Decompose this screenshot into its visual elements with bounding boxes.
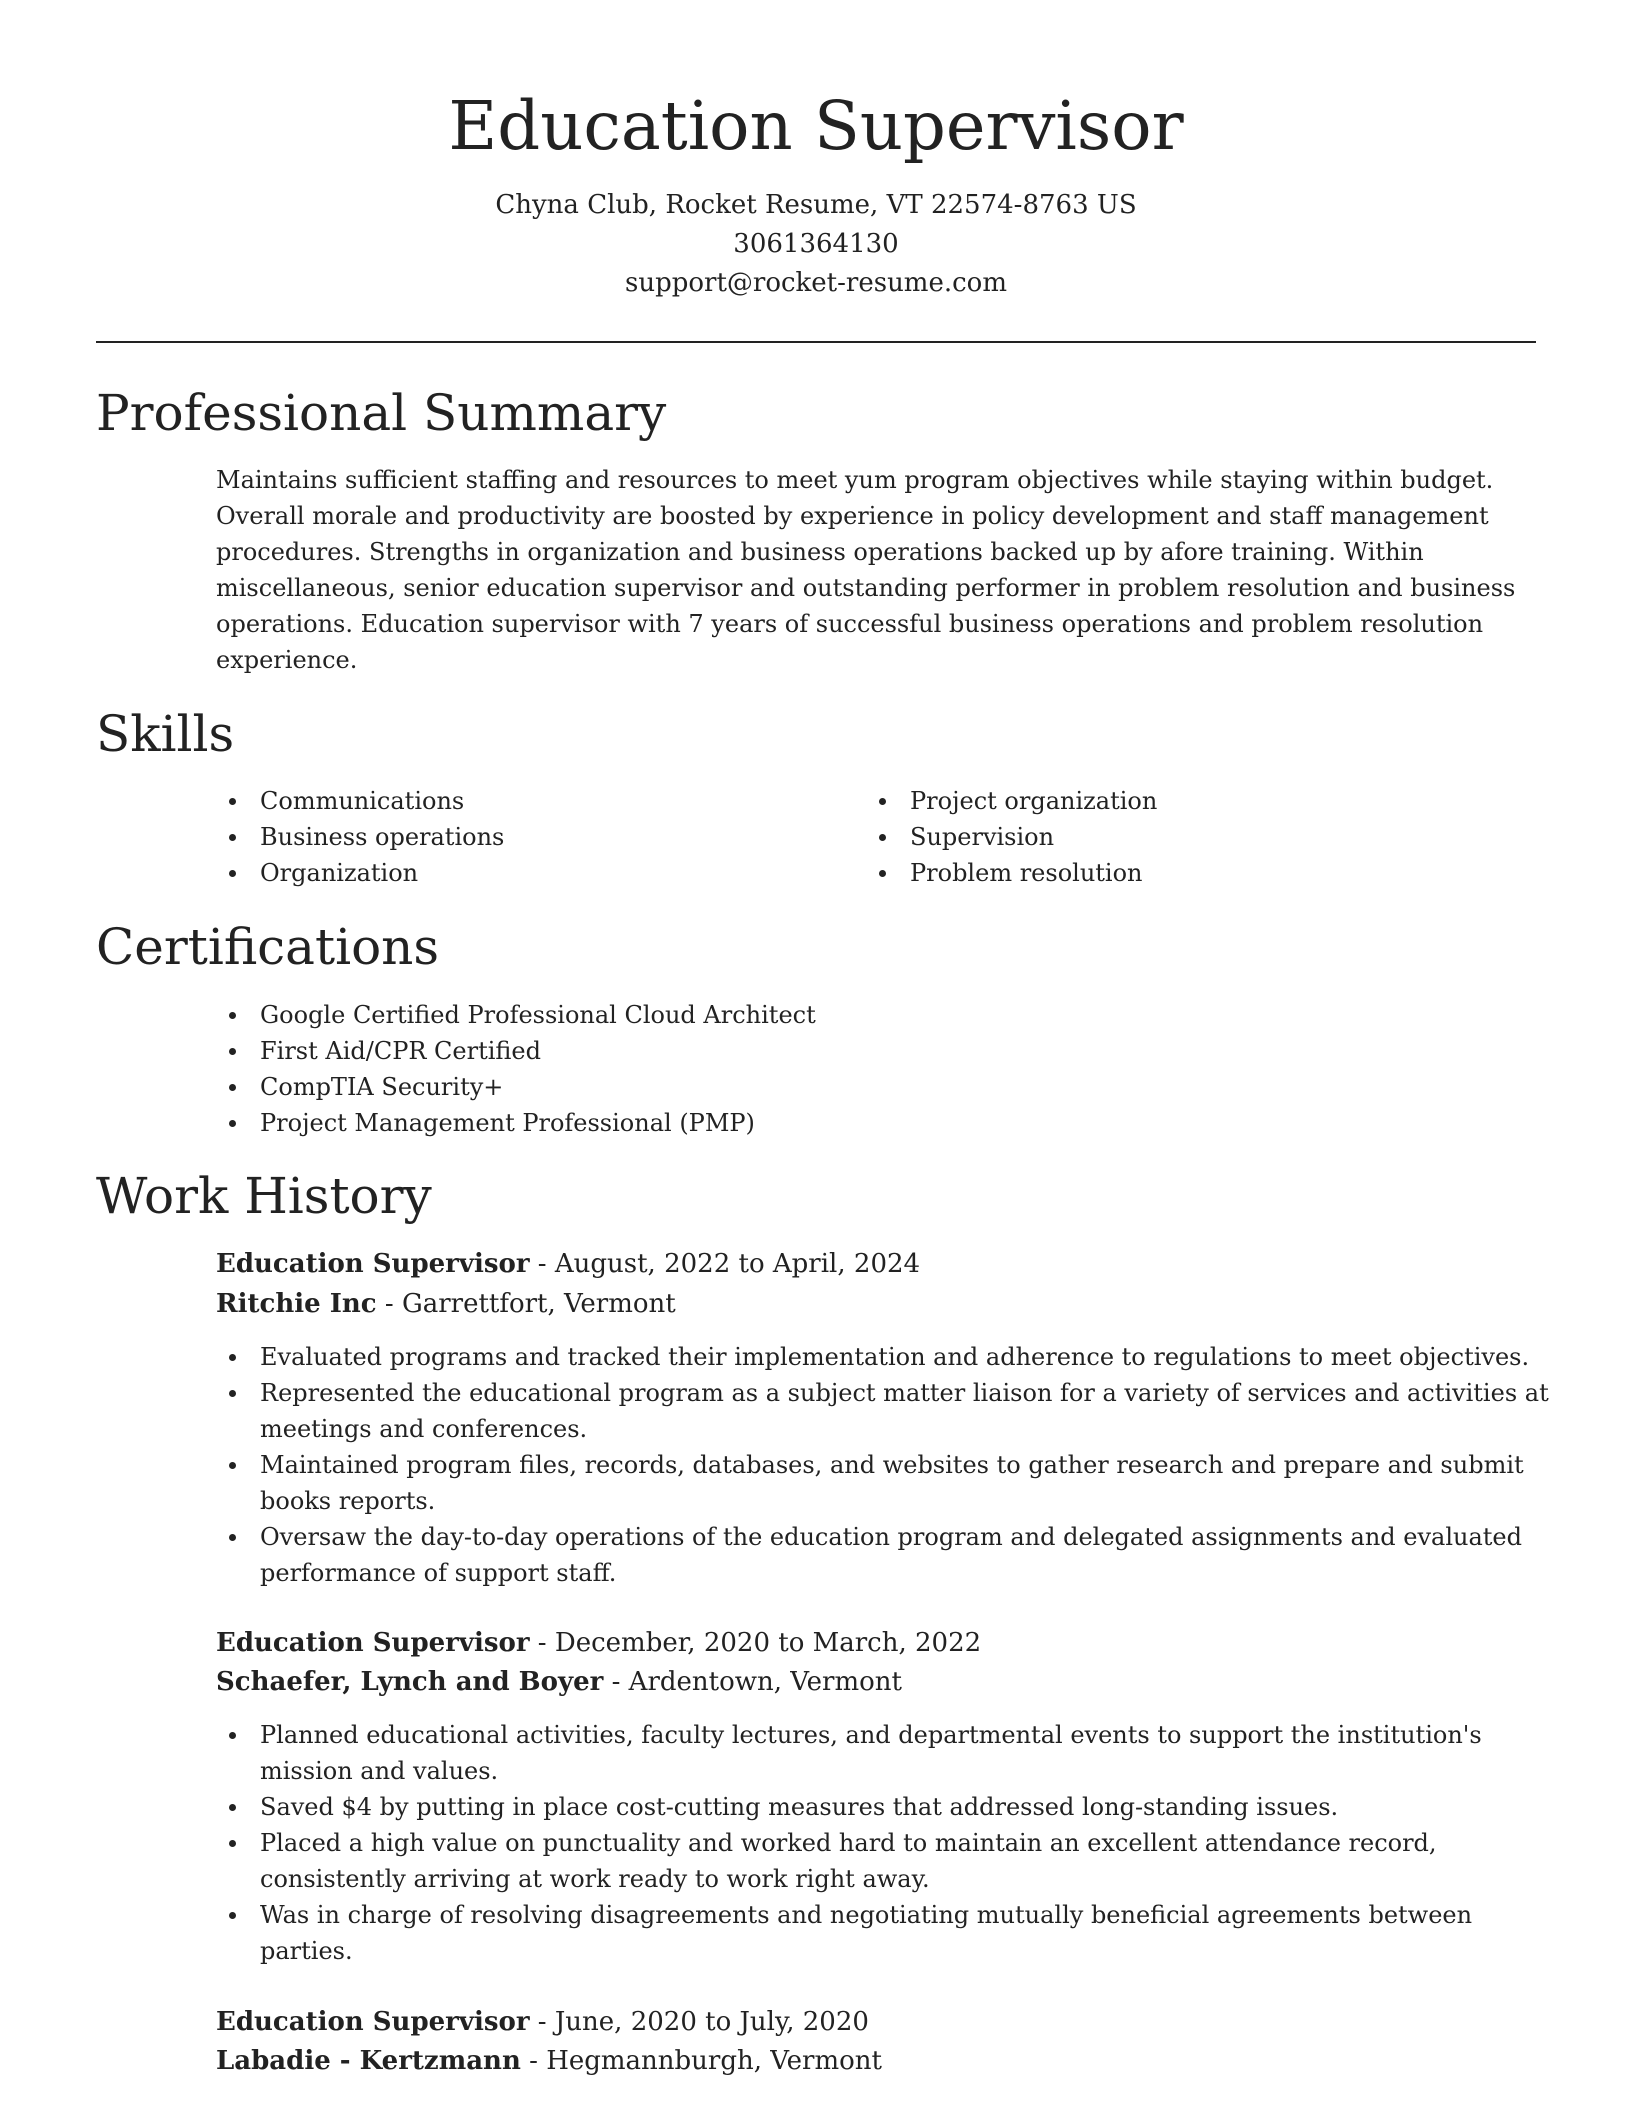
job-title-line: Education Supervisor - June, 2020 to July, 2020 (216, 2007, 869, 2037)
job-title: Education Supervisor (216, 2007, 530, 2037)
skill-item: Organization (260, 855, 860, 891)
job-location: Garrettfort, Vermont (401, 1289, 676, 1319)
skill-item: Communications (260, 783, 860, 819)
skills-list-left (216, 783, 860, 891)
job-dates: August, 2022 to April, 2024 (554, 1249, 921, 1279)
job-bullet: Was in charge of resolving disagreements and negotiating mutually beneficial agreements between parties. (260, 1897, 1560, 1969)
job-bullet: Oversaw the day-to-day operations of the education program and delegated assignments and evaluated performance of support staff. (260, 1519, 1560, 1591)
contact-email: support@rocket-resume.com (624, 268, 1007, 298)
job-company-line: Labadie - Kertzmann - Hegmannburgh, Vermont (216, 2046, 882, 2076)
job-bullet: Maintained program files, records, databases, and websites to gather research and prepare and submit books reports. (260, 1447, 1560, 1519)
contact-address: Chyna Club, Rocket Resume, VT 22574-8763 US (495, 190, 1137, 220)
job-bullet: Placed a high value on punctuality and worked hard to maintain an excellent attendance record, consistently arriving at work ready to work right away. (260, 1825, 1560, 1897)
certification-item: Project Management Professional (PMP) (260, 1105, 1560, 1141)
contact-phone: 3061364130 (733, 229, 899, 259)
skill-item: Problem resolution (910, 855, 1510, 891)
job-company: Ritchie Inc (216, 1289, 377, 1319)
job-title: Education Supervisor (216, 1249, 530, 1279)
job-bullets (216, 1339, 1560, 1591)
job-company: Schaefer, Lynch and Boyer (216, 1667, 604, 1697)
section-title-skills: Skills (96, 705, 235, 763)
job-title-line: Education Supervisor - August, 2022 to April, 2024 (216, 1249, 921, 1279)
section-title-certifications: Certifications (96, 918, 440, 976)
skill-item: Project organization (910, 783, 1510, 819)
job-bullet: Evaluated programs and tracked their implementation and adherence to regulations to meet objectives. (260, 1339, 1560, 1375)
certification-item: First Aid/CPR Certified (260, 1033, 1560, 1069)
certifications-list (216, 997, 1560, 1141)
job-dates: June, 2020 to July, 2020 (554, 2007, 869, 2037)
skill-item: Business operations (260, 819, 860, 855)
header-divider (96, 341, 1536, 343)
certification-item: CompTIA Security+ (260, 1069, 1560, 1105)
job-bullet: Planned educational activities, faculty lectures, and departmental events to support the institution's mission and values. (260, 1717, 1560, 1789)
section-title-summary: Professional Summary (96, 384, 667, 442)
job-company-line: Schaefer, Lynch and Boyer - Ardentown, Vermont (216, 1667, 902, 1697)
skills-list-right (866, 783, 1510, 891)
job-company: Labadie - Kertzmann (216, 2046, 521, 2076)
job-bullet: Saved $4 by putting in place cost-cutting measures that addressed long-standing issues. (260, 1789, 1560, 1825)
summary-text: Maintains sufficient staffing and resources to meet yum program objectives while staying within budget. Overall morale and productivity are boosted by experience in policy development and staff management procedures. Strengths in organization and business operations backed up by afore training. Within miscellaneous, senior education supervisor and outstanding performer in problem resolution and business operations. Education supervisor with 7 years of successful business operations and problem resolution experience. (216, 466, 1516, 674)
resume-header (96, 0, 1536, 303)
job-bullets (216, 1717, 1560, 1969)
job-bullet: Represented the educational program as a subject matter liaison for a variety of services and activities at meetings and conferences. (260, 1375, 1560, 1447)
candidate-name: Education Supervisor (448, 87, 1184, 165)
job-title: Education Supervisor (216, 1628, 530, 1658)
job-location: Hegmannburgh, Vermont (546, 2046, 882, 2076)
skill-item: Supervision (910, 819, 1510, 855)
job-location: Ardentown, Vermont (628, 1667, 902, 1697)
certification-item: Google Certified Professional Cloud Architect (260, 997, 1560, 1033)
job-dates: December, 2020 to March, 2022 (554, 1628, 982, 1658)
job-company-line: Ritchie Inc - Garrettfort, Vermont (216, 1289, 676, 1319)
job-title-line: Education Supervisor - December, 2020 to March, 2022 (216, 1628, 982, 1658)
section-title-work-history: Work History (96, 1167, 432, 1225)
